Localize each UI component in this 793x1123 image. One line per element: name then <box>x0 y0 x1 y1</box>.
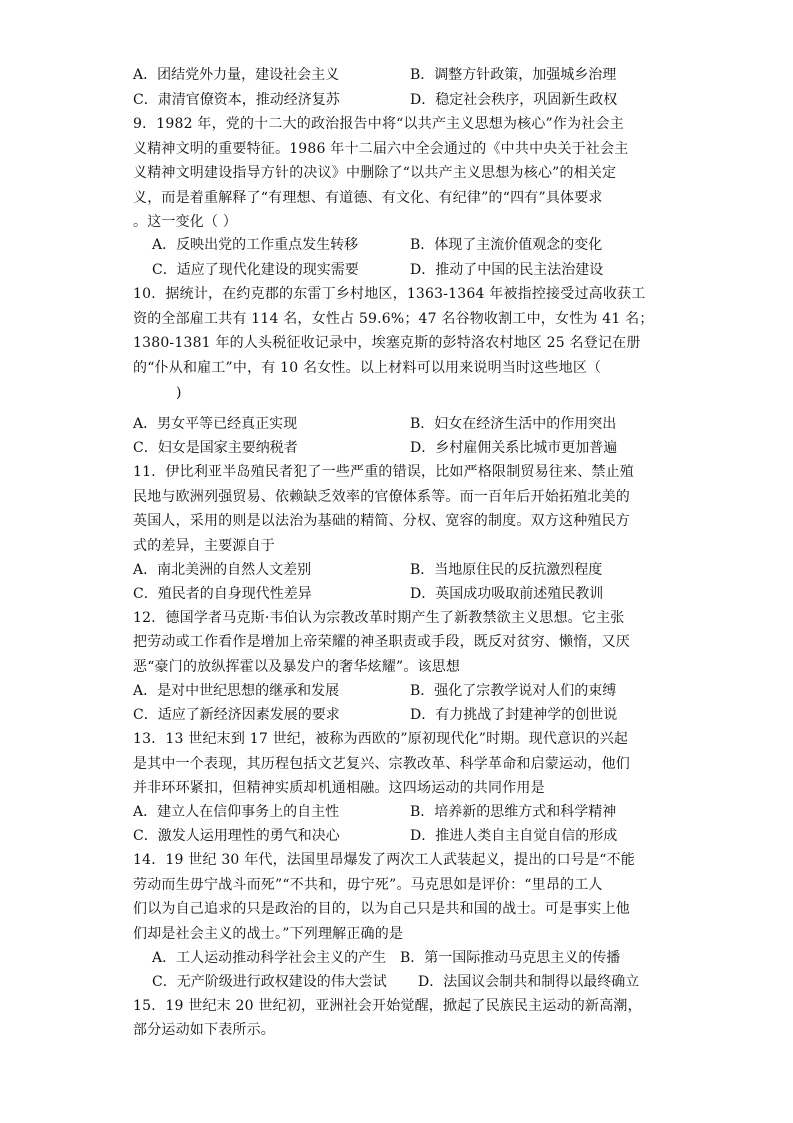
q14-stem-line: 们以为自己追求的只是政治的目的，以为自己只是共和国的战士。可是事实上他 <box>133 901 630 917</box>
q10-option-a: A．男女平等已经真正实现 <box>133 416 298 432</box>
q9-option-c: C．适应了现代化建设的现实需要 <box>152 262 359 278</box>
q9-option-a: A．反映出党的工作重点发生转移 <box>152 237 359 253</box>
q10-option-d: D．乡村雇佣关系比城市更加普遍 <box>410 440 618 456</box>
q10-stem-line: 资的全部雇工共有 114 名，女性占 59.6%；47 名谷物收割工中，女性为 41 名； <box>133 311 654 327</box>
q13-option-b: B．培养新的思维方式和科学精神 <box>410 804 617 820</box>
q9-option-d: D．推动了中国的民主法治建设 <box>410 262 604 278</box>
q12-stem-line: 把劳动或工作看作是增加上帝荣耀的神圣职责或手段，既反对贫穷、懒惰，又厌 <box>133 634 630 650</box>
q14-stem-line: 14．19 世纪 30 年代，法国里昂爆发了两次工人武装起义，提出的口号是“不能 <box>133 852 635 868</box>
q14-option-a: A．工人运动推动科学社会主义的产生 <box>152 950 387 966</box>
q13-stem-line: 13．13 世纪末到 17 世纪，被称为西欧的”原初现代化”时期。现代意识的兴起 <box>133 731 629 747</box>
q10-stem-line: 1380-1381 年的人头税征收记录中，埃塞克斯的彭特洛农村地区 25 名登记在册 <box>133 335 641 351</box>
q14-stem-line: 劳动而生毋宁战斗而死”“不共和，毋宁死”。马克思如是评价：“里昂的工人 <box>133 877 603 893</box>
q12-stem-line: 12．德国学者马克斯·韦伯认为宗教改革时期产生了新教禁欲主义思想。它主张 <box>133 610 625 626</box>
q14-option-c: C．无产阶级进行政权建设的伟大尝试 <box>152 974 387 990</box>
q9-stem-line: 义精神文明建设指导方针的决议》中删除了“以共产主义思想为核心”的相关定 <box>133 165 617 181</box>
q12-option-a: A．是对中世纪思想的继承和发展 <box>133 683 340 699</box>
q14-stem-line: 们却是社会主义的战士。”下列理解正确的是 <box>133 926 404 942</box>
q11-option-d: D．英国成功吸取前述殖民教训 <box>410 586 604 602</box>
q13-option-a: A．建立人在信仰事务上的自主性 <box>133 804 340 820</box>
q11-stem-line: 英国人，采用的则是以法治为基础的精简、分权、宽容的制度。双方这种殖民方 <box>133 513 630 529</box>
q10-stem-line: ) <box>176 385 182 401</box>
q9-stem-line: 义精神文明的重要特征。1986 年十二届六中全会通过的《中共中央关于社会主 <box>133 141 629 157</box>
q13-stem-line: 并非环环紧扣，但精神实质却机通相融。这四场运动的共同作用是 <box>133 780 545 796</box>
q11-stem-line: 民地与欧洲列强贸易、依赖缺乏效率的官僚体系等。而一百年后开始拓殖北美的 <box>133 489 630 505</box>
q9-option-b: B．体现了主流价值观念的变化 <box>410 237 603 253</box>
q13-option-d: D．推进人类自主自觉自信的形成 <box>410 828 618 844</box>
q8-option-d: D．稳定社会秩序，巩固新生政权 <box>410 92 618 108</box>
q13-stem-line: 是其中一个表现，其历程包括文艺复兴、宗教改革、科学革命和启蒙运动，他们 <box>133 756 630 772</box>
q8-option-b: B．调整方针政策，加强城乡治理 <box>410 67 617 83</box>
q14-option-b: B．第一国际推动马克思主义的传播 <box>400 950 621 966</box>
q12-option-b: B．强化了宗教学说对人们的束缚 <box>410 683 617 699</box>
q13-option-c: C．激发人运用理性的勇气和决心 <box>133 828 340 844</box>
q11-option-b: B．当地原住民的反抗激烈程度 <box>410 562 603 578</box>
q12-option-d: D．有力挑战了封建神学的创世说 <box>410 707 618 723</box>
q10-stem-line: 的“仆从和雇工”中，有 10 名女性。以上材料可以用来说明当时这些地区（ <box>133 360 602 376</box>
q12-stem-line: 恶“豪门的放纵挥霍以及暴发户的奢华炫耀”。该思想 <box>133 659 461 675</box>
q14-option-d: D．法国议会制共和制得以最终确立 <box>418 974 640 990</box>
q12-option-c: C．适应了新经济因素发展的要求 <box>133 707 340 723</box>
q10-option-b: B．妇女在经济生活中的作用突出 <box>410 416 617 432</box>
q10-stem-line: 10．据统计，在约克郡的东雷丁乡村地区，1363-1364 年被指控接受过高收获工 <box>133 286 646 302</box>
q11-option-a: A．南北美洲的自然人文差别 <box>133 562 312 578</box>
q15-stem-line: 15．19 世纪末 20 世纪初，亚洲社会开始觉醒，掀起了民族民主运动的新高潮， <box>133 998 642 1014</box>
q9-stem-line: 。这一变化（ ） <box>133 214 238 230</box>
q8-option-c: C．肃清官僚资本，推动经济复苏 <box>133 92 340 108</box>
q11-option-c: C．殖民者的自身现代性差异 <box>133 586 312 602</box>
q8-option-a: A．团结党外力量，建设社会主义 <box>133 67 340 83</box>
q11-stem-line: 式的差异，主要源自于 <box>133 538 275 554</box>
q10-option-c: C．妇女是国家主要纳税者 <box>133 440 298 456</box>
q9-stem-line: 9．1982 年，党的十二大的政治报告中将“以共产主义思想为核心”作为社会主 <box>133 116 624 132</box>
q15-stem-line: 部分运动如下表所示。 <box>133 1022 275 1038</box>
q9-stem-line: 义，而是着重解释了“有理想、有道德、有文化、有纪律”的“四有”具体要求 <box>133 190 603 206</box>
q11-stem-line: 11．伊比利亚半岛殖民者犯了一些严重的错误，比如严格限制贸易往来、禁止殖 <box>133 464 635 480</box>
